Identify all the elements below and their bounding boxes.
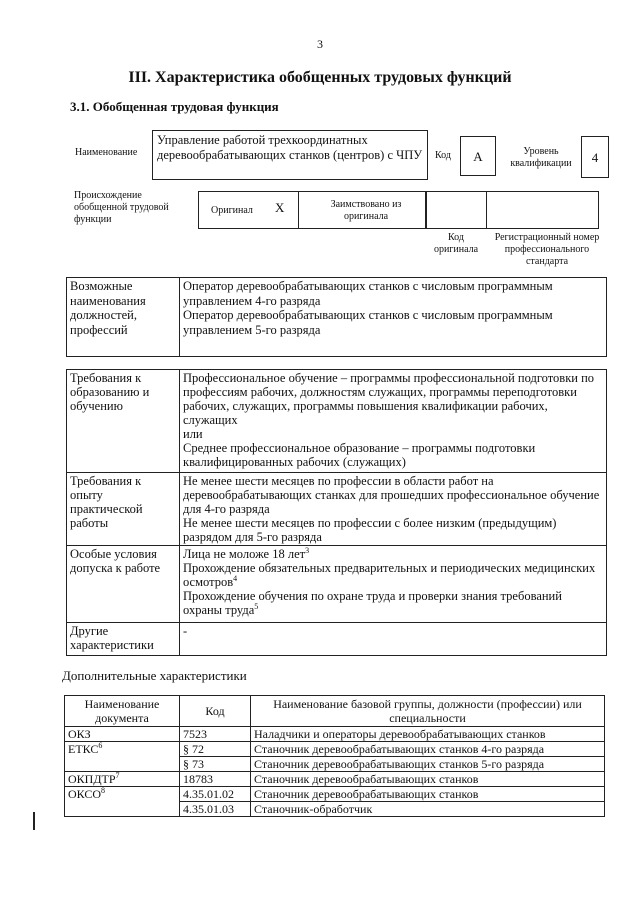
name-value: Управление работой трехкоординатных деревообрабатывающих станков (центров) с ЧПУ xyxy=(157,133,423,162)
doc-cell xyxy=(65,787,180,802)
origin-divider xyxy=(298,191,299,229)
additional-header-row xyxy=(65,696,605,727)
other-row xyxy=(67,623,607,656)
education-line: Профессиональное обучение – программы профессиональной подготовки по профессиям рабочих, должностям служащих, программы переподготовки рабочих, служащих, программы повышения квалификации рабочих, служащих xyxy=(183,371,595,427)
level-value-box xyxy=(581,136,609,178)
code-original-box xyxy=(426,191,487,229)
other-label: Другие характеристики xyxy=(67,623,180,656)
footnote-marker: 6 xyxy=(98,741,103,750)
name-cell: Станочник деревообрабатывающих станков 5-го разряда xyxy=(251,757,605,772)
code-cell: § 73 xyxy=(180,757,251,772)
experience-line: Не менее шести месяцев по профессии в области работ на деревообрабатывающих станках для прошедших профессиональное обучение для 4-го разряда xyxy=(183,474,600,516)
doc-cell xyxy=(65,802,180,817)
original-mark: X xyxy=(275,200,285,215)
education-cell xyxy=(180,370,607,473)
code-cell: 4.35.01.02 xyxy=(180,787,251,802)
admission-text: Прохождение обучения по охране труда и проверки знания требований охраны труда xyxy=(183,589,562,617)
admission-line xyxy=(183,561,603,589)
footnote-marker: 4 xyxy=(233,573,238,583)
position-line: Оператор деревообрабатывающих станков с числовым программным управлением 4-го разряда xyxy=(183,279,553,308)
admission-line xyxy=(183,589,603,617)
subsection-title: 3.1. Обобщенная трудовая функция xyxy=(70,99,279,114)
additional-title: Дополнительные характеристики xyxy=(62,668,247,683)
code-cell: 7523 xyxy=(180,727,251,742)
other-value: - xyxy=(180,623,607,656)
reg-number-label: Регистрационный номер профессионального стандарта xyxy=(494,232,600,267)
experience-label: Требования к опыту практической работы xyxy=(67,473,180,546)
education-label: Требования к образованию и обучению xyxy=(67,370,180,473)
doc-cell xyxy=(65,757,180,772)
doc-cell xyxy=(65,742,180,757)
footnote-marker: 3 xyxy=(305,545,310,555)
doc-cell xyxy=(65,772,180,787)
origin-label: Происхождение обобщенной трудовой функции xyxy=(74,190,169,225)
education-row xyxy=(67,370,607,473)
name-cell: Станочник-обработчик xyxy=(251,802,605,817)
education-line: или xyxy=(183,427,203,441)
positions-row xyxy=(67,278,607,357)
reg-number-box xyxy=(486,191,599,229)
code-cell: § 72 xyxy=(180,742,251,757)
table-row xyxy=(65,787,605,802)
admission-text: Лица не моложе 18 лет xyxy=(183,547,306,561)
additional-table xyxy=(64,695,605,817)
footnote-marker: 5 xyxy=(254,601,259,611)
code-cell: 18783 xyxy=(180,772,251,787)
level-label: Уровень квалификации xyxy=(510,146,572,169)
margin-mark xyxy=(33,812,35,830)
admission-cell xyxy=(180,546,607,623)
doc-cell xyxy=(65,727,180,742)
table-row xyxy=(65,727,605,742)
name-cell: Станочник деревообрабатывающих станков xyxy=(251,772,605,787)
positions-table xyxy=(66,277,607,357)
code-cell: 4.35.01.03 xyxy=(180,802,251,817)
doc-text: ЕТКС xyxy=(68,742,99,756)
admission-line xyxy=(183,547,603,561)
doc-text: ОКЗ xyxy=(68,727,91,741)
experience-line: Не менее шести месяцев по профессии с более низким (предыдущим) разрядом для 5-го разряда xyxy=(183,516,557,544)
positions-cell xyxy=(180,278,607,357)
borrowed-label: Заимствовано из оригинала xyxy=(330,199,402,222)
code-value-box xyxy=(460,136,496,176)
table-row xyxy=(65,742,605,757)
table-row xyxy=(65,772,605,787)
level-value: 4 xyxy=(591,150,599,165)
admission-row xyxy=(67,546,607,623)
code-original-label: Код оригинала xyxy=(433,232,479,255)
name-cell: Станочник деревообрабатывающих станков 4-го разряда xyxy=(251,742,605,757)
table-row xyxy=(65,802,605,817)
positions-label: Возможные наименования должностей, профессий xyxy=(67,278,180,357)
code-value: А xyxy=(473,149,483,164)
table-row xyxy=(65,757,605,772)
code-label: Код xyxy=(435,150,451,161)
col-doc-header: Наименование документа xyxy=(65,696,180,727)
footnote-marker: 7 xyxy=(115,771,120,780)
admission-text: Прохождение обязательных предварительных и периодических медицинских осмотров xyxy=(183,561,596,589)
page-number: 3 xyxy=(317,37,323,51)
doc-text: ОКПДТР xyxy=(68,772,116,786)
doc-text: ОКСО xyxy=(68,787,102,801)
name-label: Наименование xyxy=(75,147,138,158)
col-name-header: Наименование базовой группы, должности (профессии) или специальности xyxy=(251,696,605,727)
position-line: Оператор деревообрабатывающих станков с числовым программным управлением 5-го разряда xyxy=(183,308,553,337)
experience-row xyxy=(67,473,607,546)
requirements-table xyxy=(66,369,607,656)
col-code-header: Код xyxy=(180,696,251,727)
name-value-box xyxy=(152,130,428,180)
education-line: Среднее профессиональное образование – программы подготовки квалифицированных рабочих (служащих) xyxy=(183,441,536,469)
original-label: Оригинал xyxy=(211,205,253,216)
section-title: III. Характеристика обобщенных трудовых функций xyxy=(128,69,512,86)
admission-label: Особые условия допуска к работе xyxy=(67,546,180,623)
name-cell: Станочник деревообрабатывающих станков xyxy=(251,787,605,802)
footnote-marker: 8 xyxy=(101,786,106,795)
name-cell: Наладчики и операторы деревообрабатывающих станков xyxy=(251,727,605,742)
experience-cell xyxy=(180,473,607,546)
